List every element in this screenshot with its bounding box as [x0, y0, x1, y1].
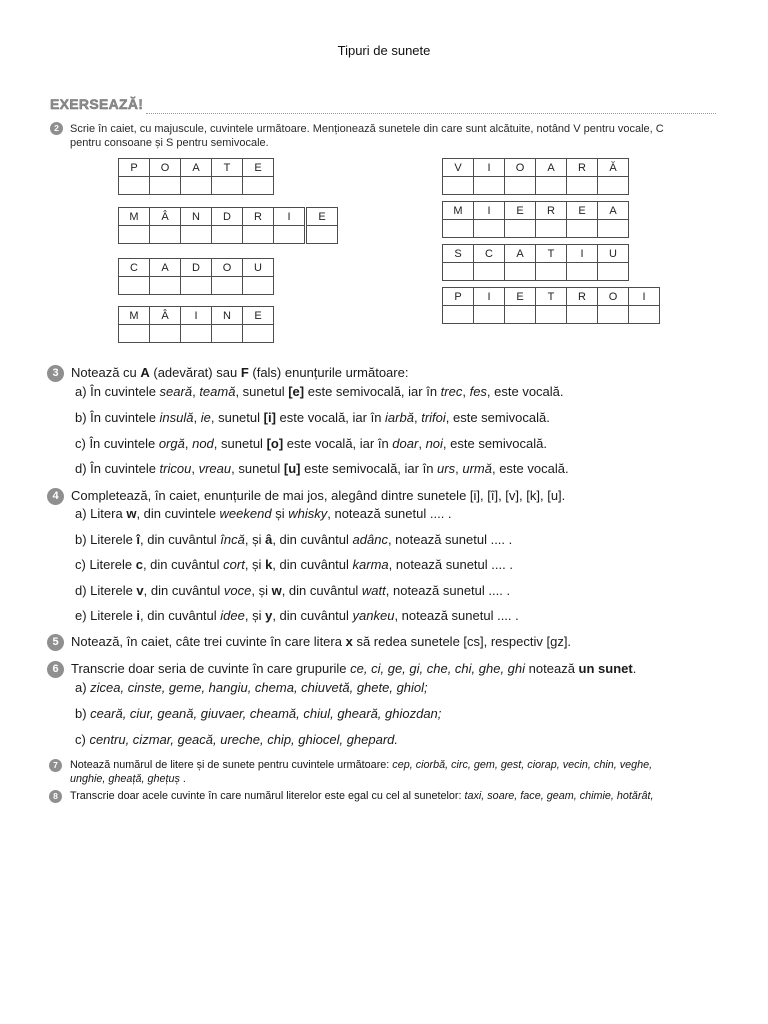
text-run: , din cuvântul	[140, 532, 221, 547]
text-run: ,	[462, 384, 470, 399]
answer-cell	[536, 306, 567, 324]
text-run: ,	[413, 410, 422, 425]
text-run: este semivocală, iar în	[300, 461, 438, 476]
answer-cell	[212, 325, 243, 343]
italic-text: cep, ciorbă, circ, gem, gest, ciorap, vecin, chin, veghe,	[392, 759, 653, 771]
letter-cell: E	[505, 202, 536, 220]
answer-cell	[443, 220, 474, 238]
text-run: a) Litera	[75, 506, 127, 521]
text-run: , din cuvântul	[272, 557, 353, 572]
text-run: e) Literele	[75, 608, 137, 623]
text-run: Notează, în caiet, câte trei cuvinte în care litera	[71, 634, 346, 649]
letter-cell: T	[536, 245, 567, 263]
answer-cell	[567, 263, 598, 281]
text-run: este semivocală, iar în	[304, 384, 441, 399]
letter-cell: V	[443, 159, 474, 177]
letter-cell: M	[443, 202, 474, 220]
letter-grid-table	[118, 258, 274, 295]
letter-cell: I	[274, 208, 306, 226]
exercise-4-prompt	[71, 487, 565, 505]
letter-cell: O	[598, 288, 629, 306]
exercise-number-badge: 8	[49, 790, 62, 803]
answer-cell	[598, 220, 629, 238]
text-run: , din cuvântul	[281, 583, 362, 598]
letter-grid-scatiu	[442, 244, 629, 281]
answer-cell	[536, 177, 567, 195]
letter-grid-cadou	[118, 258, 274, 295]
answer-cell	[181, 177, 212, 195]
letter-grid-table	[442, 201, 629, 238]
letters-row	[443, 245, 629, 263]
letters-row	[443, 288, 660, 306]
letters-row	[119, 307, 274, 325]
exercise-number-badge: 5	[47, 634, 64, 651]
bold-text: w	[126, 506, 137, 521]
letter-cell: N	[212, 307, 243, 325]
italic-text: taxi, soare, face, geam, chimie, hotărât,	[464, 790, 654, 802]
italic-text: weekend	[219, 506, 272, 521]
answer-cell	[306, 226, 338, 244]
answer-cell	[119, 325, 150, 343]
letter-cell: Â	[150, 208, 181, 226]
text-run: Notează numărul de litere și de sunete pentru cuvintele următoare:	[70, 759, 393, 771]
text-run: b)	[75, 706, 91, 721]
answer-cell	[243, 277, 274, 295]
text-run: , sunetul	[210, 410, 264, 425]
answer-cell	[212, 277, 243, 295]
text-run: să redea sunetele [cs], respectiv [gz].	[352, 634, 572, 649]
letter-grid-table	[118, 158, 274, 195]
bold-text: [e]	[288, 384, 305, 399]
italic-text: adânc	[352, 532, 388, 547]
italic-text: insulă	[159, 410, 194, 425]
text-run: a) În cuvintele	[75, 384, 160, 399]
text-run: notează	[525, 661, 579, 676]
text-run: este vocală, iar în	[275, 410, 386, 425]
bold-text: F	[240, 365, 249, 380]
text-run: ,	[193, 410, 201, 425]
letter-cell: E	[567, 202, 598, 220]
letter-grid-table	[442, 244, 629, 281]
letter-cell: A	[598, 202, 629, 220]
exercise-2-instruction-line: Scrie în caiet, cu majuscule, cuvintele următoare. Menționează sunetele din care sunt alcătuite, notând V pentru vocale, C	[70, 123, 664, 135]
text-run: , din cuvântul	[140, 608, 221, 623]
italic-text: voce	[223, 583, 252, 598]
exercise-3-item-b	[75, 409, 550, 427]
text-run: , este vocală.	[486, 384, 564, 399]
letter-cell: A	[536, 159, 567, 177]
answer-cell	[567, 306, 598, 324]
letter-cell: E	[243, 307, 274, 325]
bold-text: [i]	[263, 410, 276, 425]
italic-text: urmă	[462, 461, 492, 476]
text-run: , este semivocală.	[445, 410, 550, 425]
italic-text: noi	[425, 436, 443, 451]
answers-row	[443, 220, 629, 238]
letter-cell: P	[443, 288, 474, 306]
answer-cell	[567, 177, 598, 195]
answer-cell	[119, 277, 150, 295]
page-title: Tipuri de sunete	[337, 43, 431, 58]
exercise-number-badge: 2	[50, 122, 63, 135]
exercise-3-prompt	[71, 364, 408, 382]
letter-cell: Â	[150, 307, 181, 325]
letter-grid-table	[442, 158, 629, 195]
text-run: .	[179, 773, 186, 785]
bold-text: v	[136, 583, 144, 598]
text-run: , notează sunetul .... .	[388, 557, 513, 572]
text-run: , notează sunetul .... .	[327, 506, 452, 521]
exercise-4-item-a	[75, 505, 452, 523]
answers-row	[119, 325, 274, 343]
exercise-3-item-d	[75, 460, 569, 478]
exercise-5-prompt	[71, 633, 571, 651]
letter-cell: D	[181, 259, 212, 277]
text-run: , și	[244, 557, 266, 572]
italic-text: teamă	[199, 384, 236, 399]
text-run: , notează sunetul .... .	[394, 608, 519, 623]
answer-cell	[474, 177, 505, 195]
letter-cell: T	[212, 159, 243, 177]
italic-text: whisky	[288, 506, 328, 521]
italic-text: karma	[352, 557, 389, 572]
exercise-number-badge: 6	[47, 661, 64, 678]
letter-grid-table	[118, 306, 274, 343]
text-run: , și	[244, 608, 266, 623]
text-run: c) În cuvintele	[75, 436, 159, 451]
text-run: (fals) enunțurile următoare:	[248, 365, 409, 380]
italic-text: doar	[392, 436, 419, 451]
answer-cell	[212, 177, 243, 195]
letters-row	[119, 259, 274, 277]
exercise-3-item-c	[75, 435, 547, 453]
answer-cell	[150, 277, 181, 295]
italic-text: ce, ci, ge, gi, che, chi, ghe, ghi	[350, 661, 526, 676]
letter-cell: A	[505, 245, 536, 263]
italic-text: tricou	[159, 461, 192, 476]
text-run: c)	[75, 732, 90, 747]
bold-text: [o]	[266, 436, 284, 451]
text-run: , din cuvântul	[143, 583, 224, 598]
answers-row	[443, 306, 660, 324]
letter-cell: O	[212, 259, 243, 277]
exercise-6-item-c	[75, 731, 398, 749]
letter-grid-mandrie	[118, 207, 338, 244]
exercise-number-badge: 4	[47, 488, 64, 505]
letter-cell: D	[212, 208, 243, 226]
letter-cell: R	[243, 208, 274, 226]
exercise-6-item-a	[75, 679, 428, 697]
italic-text: watt	[361, 583, 386, 598]
text-run: a)	[75, 680, 91, 695]
answer-cell	[536, 220, 567, 238]
answer-cell	[150, 177, 181, 195]
italic-text: seară	[159, 384, 193, 399]
answer-cell	[212, 226, 243, 244]
answers-row	[443, 177, 629, 195]
italic-text: nod	[192, 436, 214, 451]
letter-cell: A	[181, 159, 212, 177]
text-run: c) Literele	[75, 557, 136, 572]
answer-cell	[505, 220, 536, 238]
answer-cell	[505, 306, 536, 324]
text-run: .	[632, 661, 637, 676]
text-run: , sunetul	[213, 436, 267, 451]
italic-text: urs	[437, 461, 456, 476]
exercise-4-item-b	[75, 531, 512, 549]
letter-grid-poate	[118, 158, 274, 195]
answer-cell	[181, 226, 212, 244]
letter-cell: S	[443, 245, 474, 263]
letter-cell: E	[243, 159, 274, 177]
letter-cell: C	[474, 245, 505, 263]
answer-cell	[443, 263, 474, 281]
text-run: ,	[184, 436, 193, 451]
italic-text: unghie, gheață, ghețuș	[70, 773, 180, 785]
italic-text: orgă	[158, 436, 185, 451]
text-run: d) În cuvintele	[75, 461, 160, 476]
answer-cell	[243, 325, 274, 343]
letter-cell: U	[243, 259, 274, 277]
text-run: , sunetul	[231, 461, 284, 476]
bold-text: A	[140, 365, 150, 380]
answer-cell	[474, 306, 505, 324]
italic-text: centru, cizmar, geacă, ureche, chip, ghiocel, ghepard.	[89, 732, 399, 747]
text-run: Transcrie doar seria de cuvinte în care grupurile	[71, 661, 351, 676]
letter-cell: I	[629, 288, 660, 306]
letter-cell: E	[306, 208, 338, 226]
answer-cell	[505, 263, 536, 281]
exercise-4-item-d	[75, 582, 510, 600]
answer-cell	[598, 177, 629, 195]
letter-cell: I	[567, 245, 598, 263]
text-run: , notează sunetul .... .	[387, 532, 513, 547]
italic-text: trifoi	[421, 410, 446, 425]
bold-text: c	[135, 557, 143, 572]
letter-cell: M	[119, 307, 150, 325]
letter-cell: U	[598, 245, 629, 263]
answer-cell	[243, 226, 274, 244]
bold-text: â	[265, 532, 273, 547]
exercise-3-item-a	[75, 383, 564, 401]
letter-cell: O	[505, 159, 536, 177]
italic-text: trec	[440, 384, 463, 399]
text-run: , din cuvântul	[142, 557, 224, 572]
exercise-4-item-e	[75, 607, 519, 625]
exercise-8-line	[70, 789, 654, 803]
answer-cell	[119, 226, 150, 244]
bold-text: y	[265, 608, 273, 623]
exercise-number-badge: 3	[47, 365, 64, 382]
letter-cell: E	[505, 288, 536, 306]
bold-text: un sunet	[578, 661, 633, 676]
answer-cell	[181, 277, 212, 295]
letter-cell: O	[150, 159, 181, 177]
italic-text: cort	[223, 557, 245, 572]
bold-text: i	[136, 608, 141, 623]
letter-cell: I	[474, 202, 505, 220]
answer-cell	[443, 306, 474, 324]
text-run: , și	[244, 532, 266, 547]
text-run: , din cuvântul	[272, 608, 353, 623]
letters-row	[443, 202, 629, 220]
bold-text: î	[136, 532, 141, 547]
text-run: (adevărat) sau	[149, 365, 241, 380]
letter-grid-vioara	[442, 158, 629, 195]
text-run: ,	[191, 461, 199, 476]
bold-text: x	[345, 634, 353, 649]
italic-text: iarbă	[385, 410, 414, 425]
italic-text: yankeu	[352, 608, 395, 623]
answer-cell	[505, 177, 536, 195]
text-run: , este semivocală.	[442, 436, 547, 451]
text-run: Completează, în caiet, enunțurile de mai jos, alegând dintre sunetele [i], [î], [v], [k], [u].	[71, 488, 566, 503]
text-run: , este vocală.	[491, 461, 569, 476]
italic-text: fes	[469, 384, 487, 399]
answer-cell	[598, 306, 629, 324]
letter-cell: I	[474, 288, 505, 306]
letter-cell: I	[181, 307, 212, 325]
answer-cell	[243, 177, 274, 195]
text-run: este vocală, iar în	[283, 436, 393, 451]
answer-cell	[443, 177, 474, 195]
heading-dotted-rule	[146, 113, 716, 114]
text-run: Transcrie doar acele cuvinte în care numărul literelor este egal cu cel al sunetelor:	[70, 790, 465, 802]
exercise-6-item-b	[75, 705, 441, 723]
letter-grid-pietroi	[442, 287, 660, 324]
answers-row	[443, 263, 629, 281]
italic-text: încă	[220, 532, 245, 547]
italic-text: idee	[220, 608, 245, 623]
letter-cell: T	[536, 288, 567, 306]
letter-cell: P	[119, 159, 150, 177]
answer-cell	[150, 226, 181, 244]
answer-cell	[474, 263, 505, 281]
letters-row	[119, 208, 338, 226]
exercise-4-item-c	[75, 556, 513, 574]
text-run: și	[271, 506, 289, 521]
text-run: ,	[192, 384, 200, 399]
letter-cell: A	[150, 259, 181, 277]
italic-text: vreau	[198, 461, 232, 476]
answer-cell	[598, 263, 629, 281]
answer-cell	[119, 177, 150, 195]
text-run: , sunetul	[235, 384, 289, 399]
text-run: ,	[418, 436, 426, 451]
italic-text: zicea, cinste, geme, hangiu, chema, chiuvetă, ghete, ghiol;	[90, 680, 428, 695]
text-run: b) Literele	[75, 532, 137, 547]
exercise-number-badge: 7	[49, 759, 62, 772]
letter-cell: M	[119, 208, 150, 226]
italic-text: ceară, ciur, geană, giuvaer, cheamă, chiul, gheară, ghiozdan;	[90, 706, 442, 721]
letter-grid-mierea	[442, 201, 629, 238]
italic-text: ie	[200, 410, 211, 425]
letters-row	[119, 159, 274, 177]
text-run: , din cuvântul	[272, 532, 353, 547]
text-run: , din cuvintele	[136, 506, 220, 521]
answers-row	[119, 277, 274, 295]
bold-text: [u]	[283, 461, 301, 476]
answer-cell	[536, 263, 567, 281]
text-run: Notează cu	[71, 365, 141, 380]
letter-cell: R	[536, 202, 567, 220]
exercise-6-prompt	[71, 660, 636, 678]
answer-cell	[474, 220, 505, 238]
answer-cell	[629, 306, 660, 324]
answer-cell	[150, 325, 181, 343]
letter-cell: R	[567, 288, 598, 306]
answers-row	[119, 177, 274, 195]
letter-cell: Ă	[598, 159, 629, 177]
letter-cell: R	[567, 159, 598, 177]
letter-grid-table	[118, 207, 338, 244]
letter-cell: N	[181, 208, 212, 226]
text-run: b) În cuvintele	[75, 410, 160, 425]
exercise-7-line	[70, 758, 652, 772]
letter-cell: I	[474, 159, 505, 177]
letter-grid-maine	[118, 306, 274, 343]
bold-text: w	[271, 583, 282, 598]
letter-cell: C	[119, 259, 150, 277]
exercise-7-line	[70, 772, 186, 786]
exercise-2-instruction-line: pentru consoane și S pentru semivocale.	[70, 137, 269, 149]
answer-cell	[181, 325, 212, 343]
answer-cell	[274, 226, 306, 244]
bold-text: k	[265, 557, 273, 572]
answers-row	[119, 226, 338, 244]
text-run: ,	[455, 461, 463, 476]
answer-cell	[567, 220, 598, 238]
text-run: d) Literele	[75, 583, 137, 598]
letters-row	[443, 159, 629, 177]
text-run: , notează sunetul .... .	[385, 583, 511, 598]
section-heading: EXERSEAZĂ!	[50, 96, 144, 112]
letter-grid-table	[442, 287, 660, 324]
text-run: , și	[251, 583, 272, 598]
